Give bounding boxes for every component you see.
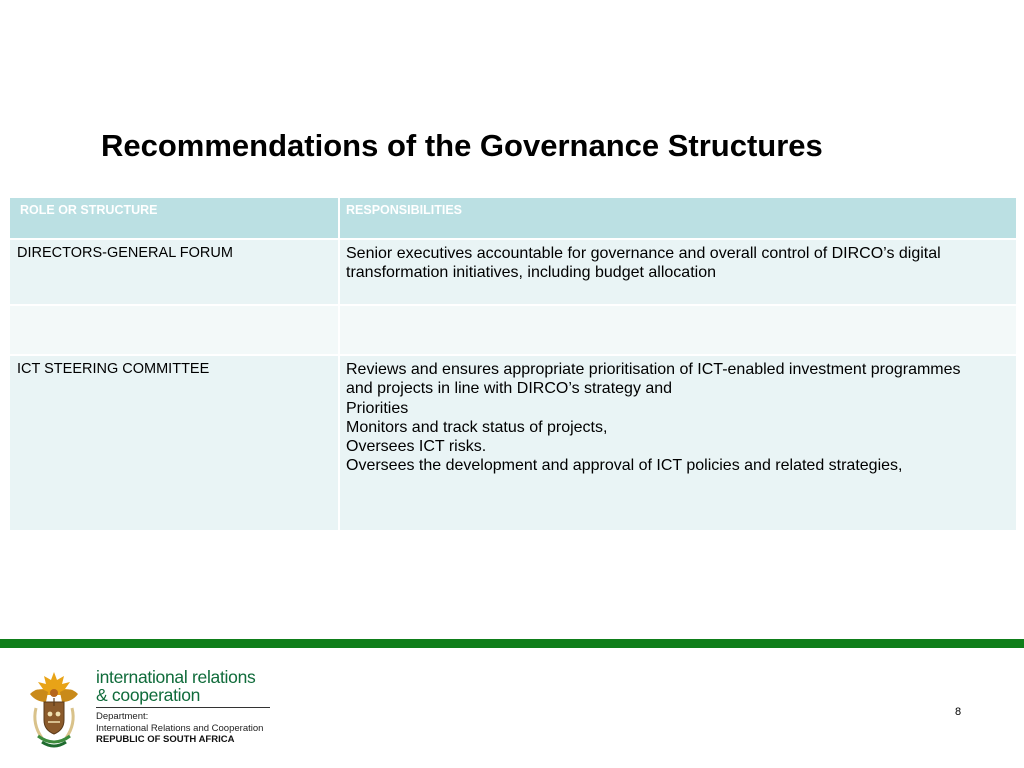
role-label: ICT STEERING COMMITTEE [17,361,210,377]
table-row [9,239,1017,305]
logo-line-1: international relations [96,667,256,687]
responsibility-line: Senior executives accountable for governance and overall control of DIRCO’s digital [346,245,941,262]
table-header-row [9,197,1017,239]
responsibility-line: Oversees the development and approval of ICT policies and related strategies, [346,457,903,475]
responsibilities-cell [339,239,1017,305]
logo-divider [96,707,270,708]
header-responsibilities-label: RESPONSIBILITIES [346,203,462,217]
page-number: 8 [955,706,962,718]
responsibilities-cell [339,355,1017,531]
responsibility-line: Priorities [346,399,409,417]
slide-title: Recommendations of the Governance Structures [101,128,823,163]
department-label: Department: [96,711,149,722]
header-role-label: ROLE OR STRUCTURE [20,203,158,217]
role-cell [9,355,339,531]
header-responsibilities [339,197,1017,239]
responsibility-line: Oversees ICT risks. [346,438,487,456]
footer-accent-bar [0,639,1024,648]
governance-table [8,196,1018,532]
department-name: International Relations and Cooperation [96,722,264,734]
responsibility-line: Reviews and ensures appropriate prioritisation of ICT-enabled investment programmes [346,361,961,378]
table-row-empty [9,305,1017,355]
role-label: DIRECTORS-GENERAL FORUM [17,245,233,261]
role-label [10,306,338,310]
role-cell [9,305,339,355]
logo-line-2: & cooperation [96,685,201,705]
header-role-or-structure [9,197,339,239]
responsibility-line: Monitors and track status of projects, [346,418,608,436]
responsibility-line: and projects in line with DIRCO’s strategy and [346,380,673,398]
coat-of-arms-icon [24,668,84,752]
dirco-logo [24,668,284,758]
country-name: REPUBLIC OF SOUTH AFRICA [96,734,235,745]
responsibilities-cell [339,305,1017,355]
role-cell [9,239,339,305]
responsibility-line: transformation initiatives, including budget allocation [346,264,716,282]
table-row [9,355,1017,531]
